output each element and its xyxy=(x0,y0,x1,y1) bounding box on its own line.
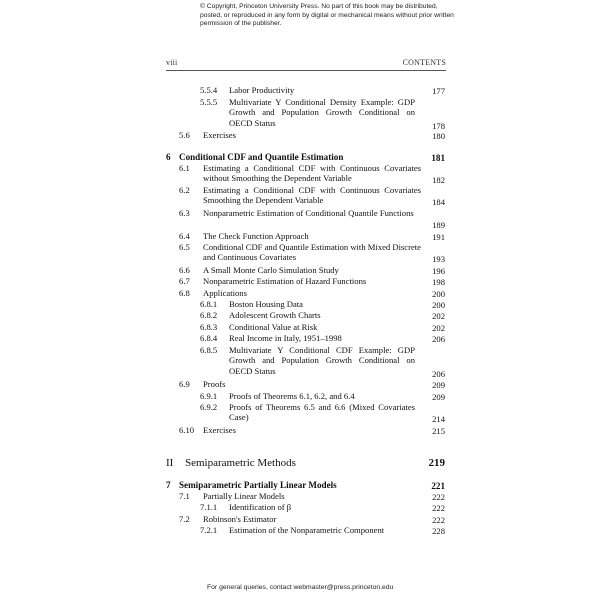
toc-entry-number: 7 xyxy=(166,480,171,490)
toc-entry-number: 7.1 xyxy=(179,491,190,501)
toc-entry-page: 206 xyxy=(432,333,445,344)
toc-entry-page: 189 xyxy=(432,219,445,230)
toc-entry-page: 222 xyxy=(432,502,445,513)
toc-entry-page: 196 xyxy=(432,265,445,276)
toc-entry xyxy=(200,502,445,513)
toc-entry-title: Multivariate Y Conditional CDF Example: GDP Growth and Population Growth Conditional on OECD Status xyxy=(229,345,415,376)
toc-entry-number: 6.8.3 xyxy=(200,322,218,332)
toc-entry-number: 6.8.4 xyxy=(200,333,218,343)
toc-entry-title: Robinson's Estimator xyxy=(203,514,277,524)
toc-entry-title: A Small Monte Carlo Simulation Study xyxy=(203,265,339,275)
toc-entry-number: 6.6 xyxy=(179,265,190,275)
toc-entry-title: Multivariate Y Conditional Density Example: GDP Growth and Population Growth Conditional on OECD Status xyxy=(229,97,415,128)
toc-entry xyxy=(179,379,445,390)
toc-entry-number: 6.10 xyxy=(179,425,195,435)
toc-entry xyxy=(179,242,445,264)
toc-entry-title: Proofs of Theorems 6.1, 6.2, and 6.4 xyxy=(229,391,355,401)
toc-entry-number: 6.9.1 xyxy=(200,391,218,401)
toc-entry-title: Estimating a Conditional CDF with Continuous Covariates without Smoothing the Dependent Variable xyxy=(203,163,421,184)
toc-entry-title: Conditional CDF and Quantile Estimation with Mixed Discrete and Continuous Covariates xyxy=(203,242,421,263)
toc-entry-page: 206 xyxy=(432,368,445,379)
toc-entry xyxy=(179,163,445,185)
toc-entry xyxy=(179,425,445,436)
toc-entry-number: 5.5.5 xyxy=(200,97,218,107)
toc-entry xyxy=(179,231,445,242)
toc-entry xyxy=(200,310,445,321)
toc-entry-title: Estimation of the Nonparametric Component xyxy=(229,525,385,535)
toc-entry xyxy=(179,208,445,230)
toc-entry xyxy=(179,130,445,141)
toc-entry xyxy=(179,288,445,299)
toc-entry-page: 191 xyxy=(432,231,445,242)
toc-entry-number: 6.9 xyxy=(179,379,190,389)
toc-entry-title: Semiparametric Methods xyxy=(185,457,296,469)
toc-entry-title: Nonparametric Estimation of Hazard Functions xyxy=(203,276,367,286)
toc-entry-title: Identification of β xyxy=(229,502,292,512)
toc-entry-page: 221 xyxy=(431,480,445,491)
toc-part-entry xyxy=(166,457,445,470)
toc-entry-number: 6.2 xyxy=(179,185,190,195)
toc-entry-title: Proofs of Theorems 6.5 and 6.6 (Mixed Covariates Case) xyxy=(229,402,415,423)
toc-entry-title: The Check Function Approach xyxy=(203,231,309,241)
toc-entry-number: 6.3 xyxy=(179,208,190,218)
toc-entry-number: 6.8.2 xyxy=(200,310,218,320)
toc-entry-page: 193 xyxy=(432,253,445,264)
toc-entry-title: Conditional Value at Risk xyxy=(229,322,318,332)
toc-entry-page: 200 xyxy=(432,288,445,299)
toc-entry-number: 6.8.1 xyxy=(200,299,218,309)
toc-entry-number: 6.8 xyxy=(179,288,190,298)
toc-entry-number: 7.1.1 xyxy=(200,502,218,512)
toc-entry-page: 222 xyxy=(432,514,445,525)
toc-entry xyxy=(200,85,445,96)
toc-entry-title: Partially Linear Models xyxy=(203,491,285,501)
toc-entry-page: 228 xyxy=(432,525,445,536)
toc-entry-page: 222 xyxy=(432,491,445,502)
toc-entry-number: 6.9.2 xyxy=(200,402,218,412)
toc-entry xyxy=(200,322,445,333)
toc-entry-page: 181 xyxy=(431,152,445,163)
toc-chapter-entry xyxy=(166,152,445,163)
toc-entry-title: Real Income in Italy, 1951–1998 xyxy=(229,333,342,343)
copyright-notice: © Copyright, Princeton University Press. No part of this book may be distributed, posted, or reproduced in any form by digital or mechanical means without prior written permission of the publisher. xyxy=(200,3,454,28)
toc-chapter-entry xyxy=(166,480,445,491)
page-number: viii xyxy=(166,58,178,67)
toc-entry-number: 6.5 xyxy=(179,242,190,252)
toc-entry xyxy=(200,97,445,131)
toc-entry-title: Applications xyxy=(203,288,247,298)
running-title: CONTENTS xyxy=(402,58,446,67)
toc-entry xyxy=(200,299,445,310)
toc-entry-page: 209 xyxy=(432,379,445,390)
toc-entry-number: 7.2 xyxy=(179,514,190,524)
toc-entry-title: Labor Productivity xyxy=(229,85,295,95)
toc-entry-title: Proofs xyxy=(203,379,226,389)
toc-entry-page: 180 xyxy=(432,130,445,141)
toc-entry xyxy=(200,391,445,402)
toc-entry-title: Boston Housing Data xyxy=(229,299,303,309)
toc-entry-title: Exercises xyxy=(203,130,236,140)
toc-entry-title: Exercises xyxy=(203,425,236,435)
toc-entry-page: 198 xyxy=(432,276,445,287)
toc-entry-page: 178 xyxy=(432,120,445,131)
toc-entry-title: Conditional CDF and Quantile Estimation xyxy=(179,152,344,162)
toc-entry xyxy=(200,402,445,424)
toc-entry-number: II xyxy=(166,457,174,469)
toc-entry-page: 219 xyxy=(428,457,445,469)
toc-entry-number: 5.6 xyxy=(179,130,190,140)
toc-entry-title: Nonparametric Estimation of Conditional Quantile Functions xyxy=(203,208,414,218)
toc-entry-title: Adolescent Growth Charts xyxy=(229,310,321,320)
toc-entry-page: 184 xyxy=(432,196,445,207)
toc-entry-number: 6 xyxy=(166,152,171,162)
toc-entry-number: 6.8.5 xyxy=(200,345,218,355)
toc-entry-page: 214 xyxy=(432,413,445,424)
toc-entry-page: 200 xyxy=(432,299,445,310)
toc-entry-number: 6.7 xyxy=(179,276,190,286)
toc-entry-page: 202 xyxy=(432,322,445,333)
footer-contact: For general queries, contact webmaster@press.princeton.edu xyxy=(207,584,394,591)
toc-entry-title: Semiparametric Partially Linear Models xyxy=(179,480,337,490)
toc-entry xyxy=(179,265,445,276)
toc-entry-page: 182 xyxy=(432,174,445,185)
toc-entry xyxy=(179,491,445,502)
toc-entry xyxy=(179,514,445,525)
toc-entry-number: 6.1 xyxy=(179,163,190,173)
toc-entry-page: 177 xyxy=(432,85,445,96)
toc-entry-page: 215 xyxy=(432,425,445,436)
toc-entry-page: 209 xyxy=(432,391,445,402)
toc-entry xyxy=(179,276,445,287)
toc-entry-number: 5.5.4 xyxy=(200,85,218,95)
toc-entry xyxy=(200,345,445,379)
toc-entry xyxy=(179,185,445,207)
toc-entry-title: Estimating a Conditional CDF with Continuous Covariates Smoothing the Dependent Variable xyxy=(203,185,421,206)
toc-entry xyxy=(200,525,445,536)
toc-entry-number: 7.2.1 xyxy=(200,525,218,535)
toc-entry-number: 6.4 xyxy=(179,231,190,241)
toc-entry-page: 202 xyxy=(432,310,445,321)
toc-entry xyxy=(200,333,445,344)
